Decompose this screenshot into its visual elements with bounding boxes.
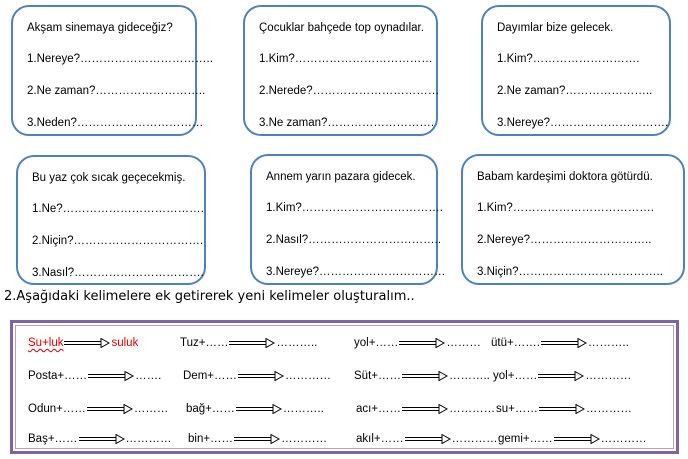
arrow-icon	[64, 338, 110, 348]
answer-blank: …………	[585, 403, 632, 415]
exercise-item	[498, 431, 647, 447]
word-blank: yol+……	[354, 337, 399, 349]
answer-blank: …………	[281, 433, 328, 445]
card-answer-3: 3.Nereye?……………………………	[266, 266, 446, 278]
card-question: Çocuklar bahçede top oynadılar.	[259, 22, 424, 34]
arrow-icon	[238, 371, 284, 381]
answer-blank: …………	[600, 433, 647, 445]
example-left: Su+luk	[28, 337, 64, 349]
card-answer-2: 2.Nereye?…………………………..	[477, 234, 652, 246]
word-blank: yol+……	[493, 370, 538, 382]
exercise-item	[28, 368, 161, 384]
arrow-icon	[399, 338, 445, 348]
answer-blank: …………	[449, 403, 496, 415]
answer-blank: …………	[125, 433, 172, 445]
card-answer-1: 1.Kim?……………………….	[497, 53, 640, 65]
exercise-item	[496, 401, 632, 417]
answer-blank: …………	[285, 370, 331, 382]
question-card-5	[250, 154, 446, 285]
card-question: Dayımlar bize gelecek.	[497, 22, 614, 34]
arrow-icon	[79, 434, 125, 444]
card-question: Bu yaz çok sıcak geçecekmiş.	[32, 172, 186, 184]
word-blank: Süt+……	[354, 370, 401, 382]
arrow-icon	[402, 371, 448, 381]
example-right: suluk	[111, 337, 139, 349]
word-blank: bin+……	[188, 433, 234, 445]
arrow-icon	[554, 434, 600, 444]
card-answer-2: 2.Nerede?……………………………	[259, 85, 440, 97]
question-card-3	[481, 5, 671, 136]
exercise-item	[354, 335, 481, 351]
word-blank: Odun+……	[28, 403, 86, 415]
exercise-item	[183, 368, 331, 384]
word-blank: gemi+……	[498, 433, 553, 445]
card-question: Akşam sinemaya gideceğiz?	[27, 22, 173, 34]
question-card-4	[16, 155, 206, 285]
card-answer-2: 2.Ne zaman?………………………..	[27, 85, 206, 97]
answer-blank: …………	[451, 433, 498, 445]
answer-blank: …………	[585, 370, 632, 382]
answer-blank: ………..	[276, 337, 318, 349]
word-blank: bağ+……	[186, 403, 235, 415]
word-blank: Posta+……	[28, 370, 88, 382]
card-answer-1: 1.Kim?……………………………….	[477, 202, 654, 214]
answer-blank: ………	[446, 337, 481, 349]
exercise-item	[356, 401, 495, 417]
arrow-icon	[538, 371, 584, 381]
card-answer-3: 3.Nasıl?…………………………….	[32, 267, 204, 279]
card-answer-1: 1.Nereye?……………………………..	[27, 53, 213, 65]
arrow-icon	[539, 404, 585, 414]
exercise-item	[356, 431, 498, 447]
answer-blank: ………..	[448, 370, 490, 382]
word-blank: su+……	[496, 403, 538, 415]
exercise-item	[180, 335, 317, 351]
question-card-2	[243, 5, 438, 136]
card-answer-3: 3.Nereye?………………………….	[497, 117, 669, 129]
word-blank: Baş+……	[28, 433, 78, 445]
card-answer-3: 3.Neden?……………………………	[27, 117, 204, 129]
exercise-panel	[10, 320, 679, 454]
card-answer-2: 2.Ne zaman?…………………..	[497, 85, 653, 97]
word-blank: akıl+……	[356, 433, 404, 445]
question-card-1	[11, 5, 213, 136]
card-answer-1: 1.Kim?………………………………	[259, 53, 433, 65]
exercise-item	[493, 368, 631, 384]
arrow-icon	[402, 404, 448, 414]
card-answer-1: 1.Ne?……………………………….	[32, 203, 204, 215]
arrow-icon	[405, 434, 451, 444]
card-answer-1: 1.Kim?……………………………….	[266, 202, 443, 214]
answer-blank: ………..	[587, 337, 629, 349]
word-blank: Tuz+……	[180, 337, 229, 349]
answer-blank: ………..	[282, 403, 324, 415]
exercise-item	[28, 401, 168, 417]
arrow-icon	[236, 404, 282, 414]
exercise-item	[491, 335, 629, 351]
exercise-item	[354, 368, 490, 384]
question-card-6	[461, 154, 685, 285]
exercise-item	[186, 401, 324, 417]
answer-blank: ………	[133, 403, 169, 415]
exercise-item	[28, 431, 172, 447]
answer-blank: …….	[135, 370, 162, 382]
arrow-icon	[88, 371, 134, 381]
card-answer-2: 2.Nasıl?……………………………..	[266, 234, 442, 246]
word-blank: ütü+…….	[491, 337, 540, 349]
card-answer-3: 3.Ne zaman?……………………….	[259, 117, 435, 129]
exercise-item	[188, 431, 327, 447]
arrow-icon	[87, 404, 133, 414]
word-blank: acı+……	[356, 403, 402, 415]
arrow-icon	[541, 338, 587, 348]
section-2-heading: 2.Aşağıdaki kelimelere ek getirerek yeni kelimeler oluşturalım..	[4, 289, 415, 304]
arrow-icon	[229, 338, 275, 348]
example-item	[28, 335, 138, 351]
card-question: Babam kardeşimi doktora götürdü.	[477, 171, 653, 183]
card-answer-2: 2.Niçin?…………………………….	[32, 235, 204, 247]
word-blank: Dem+……	[183, 370, 237, 382]
card-question: Annem yarın pazara gidecek.	[266, 171, 416, 183]
arrow-icon	[234, 434, 280, 444]
card-answer-3: 3.Niçin?………………………………..	[477, 266, 663, 278]
